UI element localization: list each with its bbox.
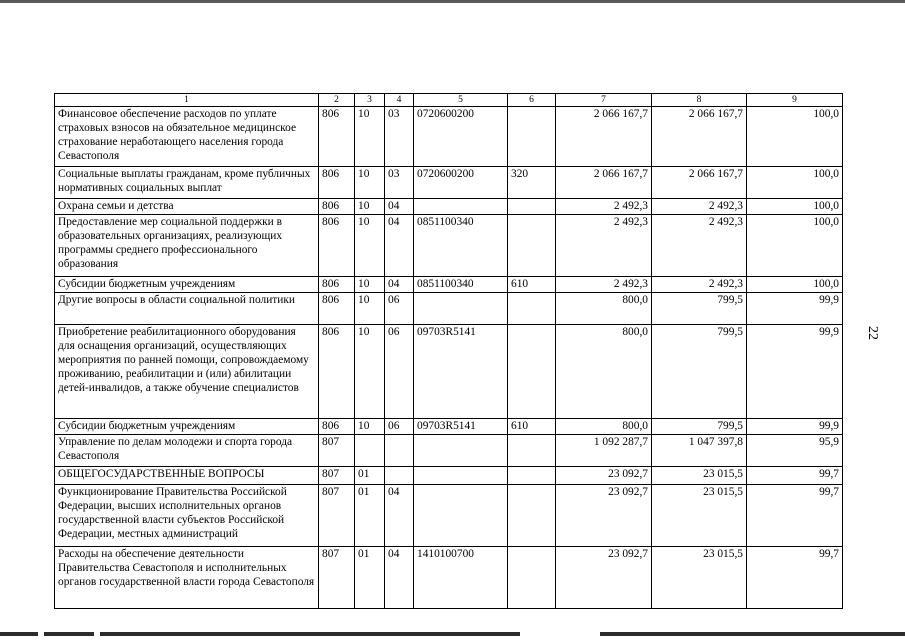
- expense-type-cell: [508, 199, 556, 215]
- executed-amount-cell: 23 015,5: [652, 485, 747, 547]
- planned-amount-cell: 800,0: [556, 419, 652, 435]
- item-name-cell: Управление по делам молодежи и спорта города Севастополя: [55, 435, 319, 467]
- execution-percent-cell: 95,9: [747, 435, 843, 467]
- target-item-code-cell: [414, 485, 508, 547]
- header-cell: 7: [556, 94, 652, 107]
- table-row: [55, 199, 843, 215]
- item-name-cell: Другие вопросы в области социальной политики: [55, 293, 319, 325]
- item-name-cell: Субсидии бюджетным учреждениям: [55, 419, 319, 435]
- section-code-cell: [355, 435, 385, 467]
- execution-percent-cell: 99,9: [747, 325, 843, 419]
- planned-amount-cell: 800,0: [556, 325, 652, 419]
- planned-amount-cell: 2 066 167,7: [556, 167, 652, 199]
- section-code-cell: 10: [355, 293, 385, 325]
- executed-amount-cell: 2 492,3: [652, 277, 747, 293]
- section-code-cell: 10: [355, 107, 385, 167]
- target-item-code-cell: 0851100340: [414, 215, 508, 277]
- section-code-cell: 01: [355, 467, 385, 485]
- table-row: [55, 547, 843, 609]
- execution-percent-cell: 99,9: [747, 419, 843, 435]
- column-number-header-row: [55, 94, 843, 107]
- subsection-code-cell: 03: [385, 107, 414, 167]
- target-item-code-cell: [414, 293, 508, 325]
- subsection-code-cell: 04: [385, 485, 414, 547]
- executed-amount-cell: 799,5: [652, 325, 747, 419]
- target-item-code-cell: [414, 435, 508, 467]
- subsection-code-cell: [385, 435, 414, 467]
- item-name-cell: Субсидии бюджетным учреждениям: [55, 277, 319, 293]
- page-number: 22: [865, 326, 880, 340]
- department-code-cell: 806: [319, 277, 355, 293]
- item-name-cell: Финансовое обеспечение расходов по уплате страховых взносов на обязательное медицинское страхование неработающего населения города Севастополя: [55, 107, 319, 167]
- executed-amount-cell: 1 047 397,8: [652, 435, 747, 467]
- item-name-cell: Социальные выплаты гражданам, кроме публичных нормативных социальных выплат: [55, 167, 319, 199]
- target-item-code-cell: 1410100700: [414, 547, 508, 609]
- header-cell: 5: [414, 94, 508, 107]
- table-row: [55, 419, 843, 435]
- section-code-cell: 10: [355, 325, 385, 419]
- header-cell: 3: [355, 94, 385, 107]
- expense-type-cell: [508, 435, 556, 467]
- section-code-cell: 10: [355, 277, 385, 293]
- table-row: [55, 293, 843, 325]
- planned-amount-cell: 23 092,7: [556, 485, 652, 547]
- planned-amount-cell: 2 492,3: [556, 215, 652, 277]
- department-code-cell: 806: [319, 107, 355, 167]
- item-name-cell: Расходы на обеспечение деятельности Правительства Севастополя и исполнительных органов государственной власти города Севастополя: [55, 547, 319, 609]
- item-name-cell: Предоставление мер социальной поддержки в образовательных организациях, реализующих программы среднего профессионального образования: [55, 215, 319, 277]
- expense-type-cell: [508, 107, 556, 167]
- department-code-cell: 806: [319, 293, 355, 325]
- header-cell: 8: [652, 94, 747, 107]
- subsection-code-cell: 06: [385, 325, 414, 419]
- item-name-cell: Функционирование Правительства Российской Федерации, высших исполнительных органов государственной власти субъектов Российской Федерации, местных администраций: [55, 485, 319, 547]
- executed-amount-cell: 799,5: [652, 419, 747, 435]
- executed-amount-cell: 2 492,3: [652, 215, 747, 277]
- section-code-cell: 01: [355, 547, 385, 609]
- table-row: [55, 107, 843, 167]
- table-row: [55, 215, 843, 277]
- target-item-code-cell: 09703R5141: [414, 325, 508, 419]
- execution-percent-cell: 99,7: [747, 547, 843, 609]
- department-code-cell: 806: [319, 199, 355, 215]
- executed-amount-cell: 2 492,3: [652, 199, 747, 215]
- executed-amount-cell: 23 015,5: [652, 547, 747, 609]
- subsection-code-cell: 06: [385, 419, 414, 435]
- table-row: [55, 277, 843, 293]
- planned-amount-cell: 23 092,7: [556, 467, 652, 485]
- execution-percent-cell: 99,7: [747, 485, 843, 547]
- planned-amount-cell: 23 092,7: [556, 547, 652, 609]
- target-item-code-cell: 0851100340: [414, 277, 508, 293]
- target-item-code-cell: 0720600200: [414, 167, 508, 199]
- table-row: [55, 485, 843, 547]
- execution-percent-cell: 100,0: [747, 167, 843, 199]
- expense-type-cell: [508, 547, 556, 609]
- department-code-cell: 806: [319, 419, 355, 435]
- section-code-cell: 10: [355, 419, 385, 435]
- table-row: [55, 467, 843, 485]
- target-item-code-cell: 09703R5141: [414, 419, 508, 435]
- section-code-cell: 10: [355, 167, 385, 199]
- subsection-code-cell: 06: [385, 293, 414, 325]
- department-code-cell: 806: [319, 215, 355, 277]
- target-item-code-cell: [414, 199, 508, 215]
- execution-percent-cell: 100,0: [747, 199, 843, 215]
- table-row: [55, 167, 843, 199]
- department-code-cell: 807: [319, 547, 355, 609]
- expense-type-cell: [508, 485, 556, 547]
- planned-amount-cell: 2 066 167,7: [556, 107, 652, 167]
- item-name-cell: Охрана семьи и детства: [55, 199, 319, 215]
- expense-type-cell: [508, 325, 556, 419]
- planned-amount-cell: 2 492,3: [556, 277, 652, 293]
- department-code-cell: 807: [319, 485, 355, 547]
- executed-amount-cell: 2 066 167,7: [652, 167, 747, 199]
- executed-amount-cell: 799,5: [652, 293, 747, 325]
- section-code-cell: 10: [355, 215, 385, 277]
- target-item-code-cell: [414, 467, 508, 485]
- planned-amount-cell: 1 092 287,7: [556, 435, 652, 467]
- header-cell: 1: [55, 94, 319, 107]
- execution-percent-cell: 99,9: [747, 293, 843, 325]
- subsection-code-cell: 04: [385, 277, 414, 293]
- header-cell: 9: [747, 94, 843, 107]
- execution-percent-cell: 100,0: [747, 215, 843, 277]
- header-cell: 2: [319, 94, 355, 107]
- item-name-cell: Приобретение реабилитационного оборудования для оснащения организаций, осуществляющих мероприятия по ранней помощи, сопровождаемому проживанию, реабилитации и (или) абилитации детей-инвалидов, а также обучение специалистов: [55, 325, 319, 419]
- execution-percent-cell: 99,7: [747, 467, 843, 485]
- header-cell: 4: [385, 94, 414, 107]
- subsection-code-cell: 04: [385, 215, 414, 277]
- subsection-code-cell: 03: [385, 167, 414, 199]
- expense-type-cell: [508, 215, 556, 277]
- section-code-cell: 10: [355, 199, 385, 215]
- header-cell: 6: [508, 94, 556, 107]
- executed-amount-cell: 23 015,5: [652, 467, 747, 485]
- planned-amount-cell: 800,0: [556, 293, 652, 325]
- expense-type-cell: [508, 467, 556, 485]
- planned-amount-cell: 2 492,3: [556, 199, 652, 215]
- section-code-cell: 01: [355, 485, 385, 547]
- department-code-cell: 807: [319, 467, 355, 485]
- item-name-cell: ОБЩЕГОСУДАРСТВЕННЫЕ ВОПРОСЫ: [55, 467, 319, 485]
- scan-top-edge: [0, 0, 905, 3]
- target-item-code-cell: 0720600200: [414, 107, 508, 167]
- executed-amount-cell: 2 066 167,7: [652, 107, 747, 167]
- table-row: [55, 325, 843, 419]
- scan-bottom-edge: [0, 632, 905, 637]
- execution-percent-cell: 100,0: [747, 107, 843, 167]
- expense-type-cell: 320: [508, 167, 556, 199]
- subsection-code-cell: 04: [385, 199, 414, 215]
- expense-type-cell: [508, 293, 556, 325]
- expense-type-cell: 610: [508, 277, 556, 293]
- table-row: [55, 435, 843, 467]
- expense-type-cell: 610: [508, 419, 556, 435]
- budget-table: [54, 93, 843, 609]
- subsection-code-cell: [385, 467, 414, 485]
- execution-percent-cell: 100,0: [747, 277, 843, 293]
- subsection-code-cell: 04: [385, 547, 414, 609]
- department-code-cell: 807: [319, 435, 355, 467]
- department-code-cell: 806: [319, 167, 355, 199]
- department-code-cell: 806: [319, 325, 355, 419]
